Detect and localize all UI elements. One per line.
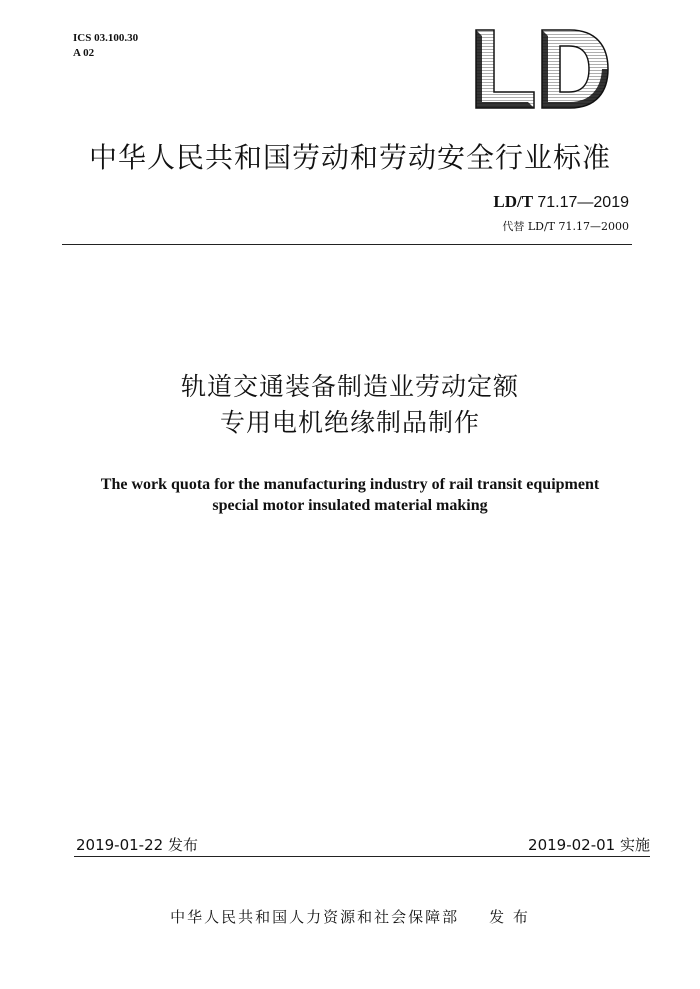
- classification-codes: [73, 31, 138, 61]
- logo-letter-d: [542, 30, 608, 108]
- publisher-action: 发 布: [489, 908, 530, 926]
- title-en-line2: special motor insulated material making: [212, 497, 488, 514]
- title-cn-line2: 专用电机绝缘制品制作: [219, 408, 480, 437]
- standard-number-value: 71.17—2019: [537, 194, 629, 211]
- title-en-line1: The work quota for the manufacturing industry of rail transit equipment: [100, 476, 600, 493]
- bottom-divider: [74, 856, 650, 857]
- logo-letter-l: [476, 30, 534, 108]
- standard-replaces: 代替 LD/T 71.17—2000: [502, 220, 629, 233]
- issuer-title: 中华人民共和国劳动和劳动安全行业标准: [88, 141, 611, 174]
- ld-logo: [472, 28, 612, 110]
- issue-date: 2019-01-22 发布: [76, 836, 198, 854]
- top-divider: [62, 244, 632, 245]
- standard-code: LD/T: [493, 192, 534, 211]
- ics-code: ICS 03.100.30: [73, 32, 139, 44]
- publisher-name: 中华人民共和国人力资源和社会保障部: [170, 908, 460, 926]
- ccs-code: A 02: [73, 47, 95, 59]
- effective-date: 2019-02-01 实施: [528, 836, 650, 854]
- standard-number: [493, 192, 629, 212]
- title-cn-line1: 轨道交通装备制造业劳动定额: [180, 372, 519, 401]
- publisher-line: [0, 906, 700, 927]
